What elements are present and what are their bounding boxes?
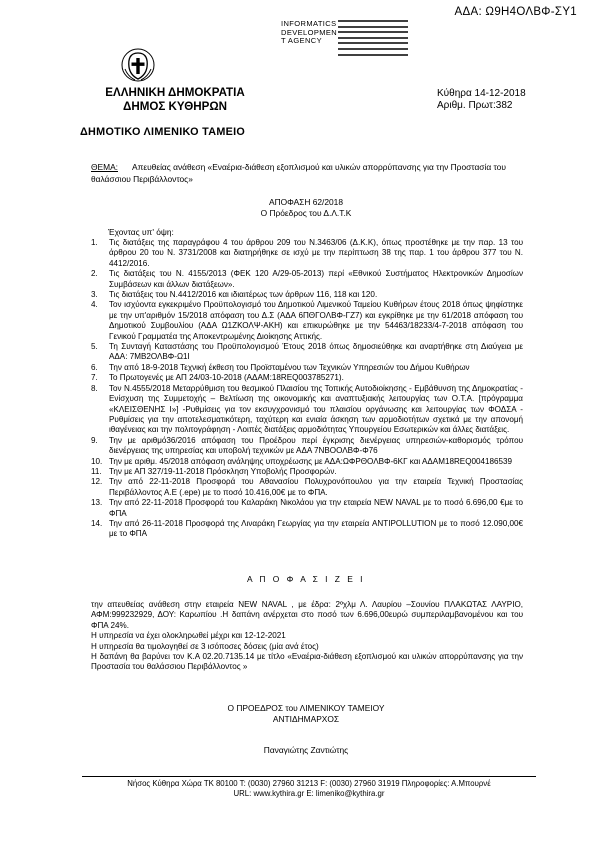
item-text: Το Πρωτογενές με ΑΠ 24/03-10-2018 (ΑΔΑΜ:18REQ003785271). — [109, 373, 344, 383]
subject-label: ΘΕΜΑ: — [91, 162, 118, 172]
item-number: 2. — [91, 269, 98, 279]
decision-paragraph: την απευθείας ανάθεση στην εταιρεία NEW NAVAL , με έδρα: 2ºχλμ Λ. Λαυρίου –Σουνίου ΠΛΑΚΩΤΑΣ ΛΑΥΡΙΟ, ΑΦΜ:999232929, ΔΟΥ: Καρωπίου .Η δαπάνη ανέρχεται στο ποσό των 6.696,00ευρώ συμπεριλαμβανομένου και του ΦΠΑ 24%. — [91, 600, 523, 630]
item-text: Την από 22-11-2018 Προσφορά του Αθανασίου Πολυχρονόπουλου για την εταιρεία Τεχνική Προστασίας Περιβάλλοντος Α.Ε (.epe) με το ποσό 10.416,00€ με το ΦΠΑ. — [109, 477, 523, 497]
item-number: 11. — [91, 466, 102, 476]
list-item — [91, 373, 523, 383]
item-number: 14. — [91, 518, 103, 528]
decision-issuer: Ο Πρόεδρος του Δ.Λ.Τ.Κ — [260, 208, 352, 218]
informatics-agency-stamp-text — [281, 20, 337, 46]
item-text: Την από 18-9-2018 Τεχνική έκθεση του Προϊσταμένου των Τεχνικών Υπηρεσιών του Δήμου Κυθήρων — [109, 362, 470, 372]
item-number: 7. — [91, 373, 98, 383]
list-item — [91, 498, 523, 519]
digital-signature-stamp — [338, 20, 408, 59]
item-text: Τη Συνταγή Καταστάσης του Προϋπολογισμού Έτους 2018 όπως δημοσιεύθηκε και αναρτήθηκε στη Διαύγεια με ΑΔΑ: 7ΜΒ2ΟΛΒΦ-Ω1Ι — [109, 342, 523, 362]
footer-contact: Νήσος Κύθηρα Χώρα ΤΚ 80100 Τ: (0030) 27960 31213 F: (0030) 27960 31919 Πληροφορίες: Α.Μπουρνέ — [127, 779, 491, 788]
subject-block — [91, 161, 521, 185]
decision-heading — [91, 197, 521, 219]
item-text: Τις διατάξεις της παραγράφου 4 του άρθρου 209 του Ν.3463/06 (Δ.Κ.Κ), όπως προστέθηκε με την παρ. 13 του άρθρου 20 του Ν. 3731/2008 και διατηρήθηκε σε ισχύ με την περίπτωση 38 της παρ. 1 του άρθρου 377 του Ν. 4412/2016. — [109, 238, 523, 268]
list-item — [91, 436, 523, 457]
decides-heading: Α Π Ο Φ Α Σ Ι Ζ Ε Ι — [246, 574, 365, 584]
item-text: Τις διατάξεις του Ν. 4155/2013 (ΦΕΚ 120 Α/29-05-2013) περί «Εθνικού Συστήματος Ηλεκτρονικών Δημοσίων Συμβάσεων και άλλων διατάξεων». — [109, 269, 523, 289]
item-text: Την με αριθμό36/2016 απόφαση του Προέδρου περί έγκρισης διενέργειας υπηρεσιών-καθορισμός τρόπου διενέργειας της υπηρεσίας και υποβολή τεχνικών με ΑΔΑ 7ΝΒΟΟΛΒΦ-Φ76 — [109, 435, 523, 456]
signer-role: ΑΝΤΙΔΗΜΑΡΧΟΣ — [272, 713, 340, 724]
item-number: 1. — [91, 238, 98, 247]
footer — [82, 779, 536, 799]
item-text: Την με ΑΠ 327/19-11-2018 Πρόσκληση Υποβολής Προσφορών. — [109, 466, 337, 476]
decision-number: ΑΠΟΦΑΣΗ 62/2018 — [268, 197, 343, 207]
item-number: 6. — [91, 362, 98, 372]
protocol-number: Αριθμ. Πρωτ:382 — [437, 100, 513, 111]
item-number: 3. — [91, 290, 98, 300]
footer-divider — [82, 776, 536, 777]
stamp-line: T AGENCY — [281, 36, 322, 45]
considerations-list — [91, 238, 523, 540]
having-regard: Έχοντας υπ' όψη: — [108, 227, 174, 237]
list-item — [91, 290, 523, 300]
list-item — [91, 457, 523, 467]
item-text: Την από 26-11-2018 Προσφορά της Λιναράκη Γεωργίας για την εταιρεία ANTIPOLLUTION με το ποσό 12.090,00€ με το ΦΠΑ — [109, 518, 523, 539]
republic-name: ΕΛΛΗΝΙΚΗ ΔΗΜΟΚΡΑΤΙΑ — [105, 86, 245, 99]
municipality-name: ΔΗΜΟΣ ΚΥΘΗΡΩΝ — [122, 100, 227, 113]
item-number: 10. — [91, 456, 103, 466]
list-item — [91, 238, 523, 269]
item-text: Τον ισχύοντα εγκεκριμένο Προϋπολογισμό του Δημοτικού Λιμενικού Ταμείου Κυθήρων έτους 2018 όπως ψηφίστηκε με την υπ'αριθμόν 15/2018 απόφαση του Δ.Σ (ΑΔΑ 6ΠΘΓΟΛΒΦ-ΓΖ7) και εγκρίθηκε με την 61/2018 απόφαση του Δημοτικού Συμβουλίου (ΑΔΑ Ω1ΖΚΟΛΨ-ΑΚΗ) και επικυρώθηκε με την 54463/18233/4-7-2018 απόφαση του Γενικού Γραμματέα της Αποκεντρωμένης Διοίκησης Αττικής. — [109, 300, 523, 341]
list-item — [91, 363, 523, 373]
item-text: Την από 22-11-2018 Προσφορά του Καλαράκη Νικολάου για την εταιρεία NEW NAVAL με το ποσό 6.696,00 €με το ΦΠΑ — [109, 498, 523, 518]
list-item — [91, 384, 523, 436]
list-item — [91, 477, 523, 498]
stamp-line: INFORMATICS — [281, 19, 337, 28]
signature-titles — [91, 703, 521, 724]
place-date: Κύθηρα 14-12-2018 — [437, 88, 526, 99]
item-number: 4. — [91, 300, 98, 310]
stamp-line: DEVELOPMEN — [281, 27, 338, 37]
greek-coat-of-arms-icon — [120, 47, 156, 83]
item-text: Την με αριθμ. 45/2018 απόφαση ανάληψης υποχρέωσης με ΑΔΑ:ΩΦΡΘΟΛΒΦ-6ΚΓ και ΑΔΑΜ18REQ004186539 — [109, 456, 513, 466]
item-number: 5. — [91, 342, 98, 352]
item-number: 8. — [91, 383, 98, 393]
date-protocol-block — [437, 88, 526, 112]
subject-text: Απευθείας ανάθεση «Εναέρια-διάθεση εξοπλισμού και υλικών απορρύπανσης για την Προστασία του θαλάσσιου Περιβάλλοντος» — [91, 162, 506, 184]
list-item — [91, 519, 523, 540]
signer-name: Παναγιώτης Ζαντιώτης — [263, 745, 349, 755]
item-text: Τον Ν.4555/2018 Μεταρρύθμιση του θεσμικού Πλαισίου της Τοπικής Αυτοδιοίκησης - Εμβάθυνση της Δημοκρατίας - Ενίσχυση της Συμμετοχής – Βελτίωση της οικονομικής και αναπτυξιακής λειτουργίας των Ο.Τ.Α. [πρόγραμμα «ΚΛΕΙΣΘΕΝΗΣ Ι»] -Ρυθμίσεις για τον εκσυγχρονισμό του πλαισίου οργάνωσης και λειτουργίας των ΦΟΔΣΑ - Ρυθμίσεις για την αποτελεσματικότερη, ταχύτερη και ενιαία άσκηση των αρμοδιοτήτων σχετικά με την απονομή ιθαγένειας και την πολιτογράφηση - Λοιπές διατάξεις αρμοδιότητας Υπουργείου Εσωτερικών και άλλες διατάξεις. — [109, 383, 523, 435]
signer-title: Ο ΠΡΟΕΔΡΟΣ του ΛΙΜΕΝΙΚΟΥ ΤΑΜΕΙΟΥ — [227, 703, 385, 713]
ada-code: ΑΔΑ: Ω9Η4ΟΛΒΦ-ΣΥ1 — [454, 6, 577, 18]
decision-paragraph: Η υπηρεσία θα τιμολογηθεί σε 3 ισόποσες δόσεις (μία ανά έτος) — [91, 641, 319, 651]
item-number: 12. — [91, 477, 103, 487]
decision-paragraph: Η υπηρεσία να έχει ολοκληρωθεί μέχρι και 12-12-2021 — [91, 631, 286, 641]
list-item — [91, 342, 523, 363]
decision-paragraph: Η δαπάνη θα βαρύνει τον Κ.Α 02.20.7135.14 με τίτλο «Εναέρια-διάθεση εξοπλισμού και υλικών απορρύπανσης για την Προστασία του θαλάσσιου Περιβάλλοντος » — [91, 652, 523, 672]
fund-title: ΔΗΜΟΤΙΚΟ ΛΙΜΕΝΙΚΟ ΤΑΜΕΙΟ — [80, 126, 246, 138]
item-number: 13. — [91, 498, 103, 508]
issuer-header — [75, 86, 275, 114]
item-number: 9. — [91, 435, 98, 445]
footer-web: URL: www.kythira.gr E: limeniko@kythira.gr — [233, 788, 385, 798]
item-text: Τις διατάξεις του Ν.4412/2016 και ιδιαιτέρως των άρθρων 116, 118 και 120. — [109, 290, 378, 300]
list-item — [91, 300, 523, 342]
decision-body — [91, 600, 523, 673]
list-item — [91, 467, 523, 477]
list-item — [91, 269, 523, 290]
